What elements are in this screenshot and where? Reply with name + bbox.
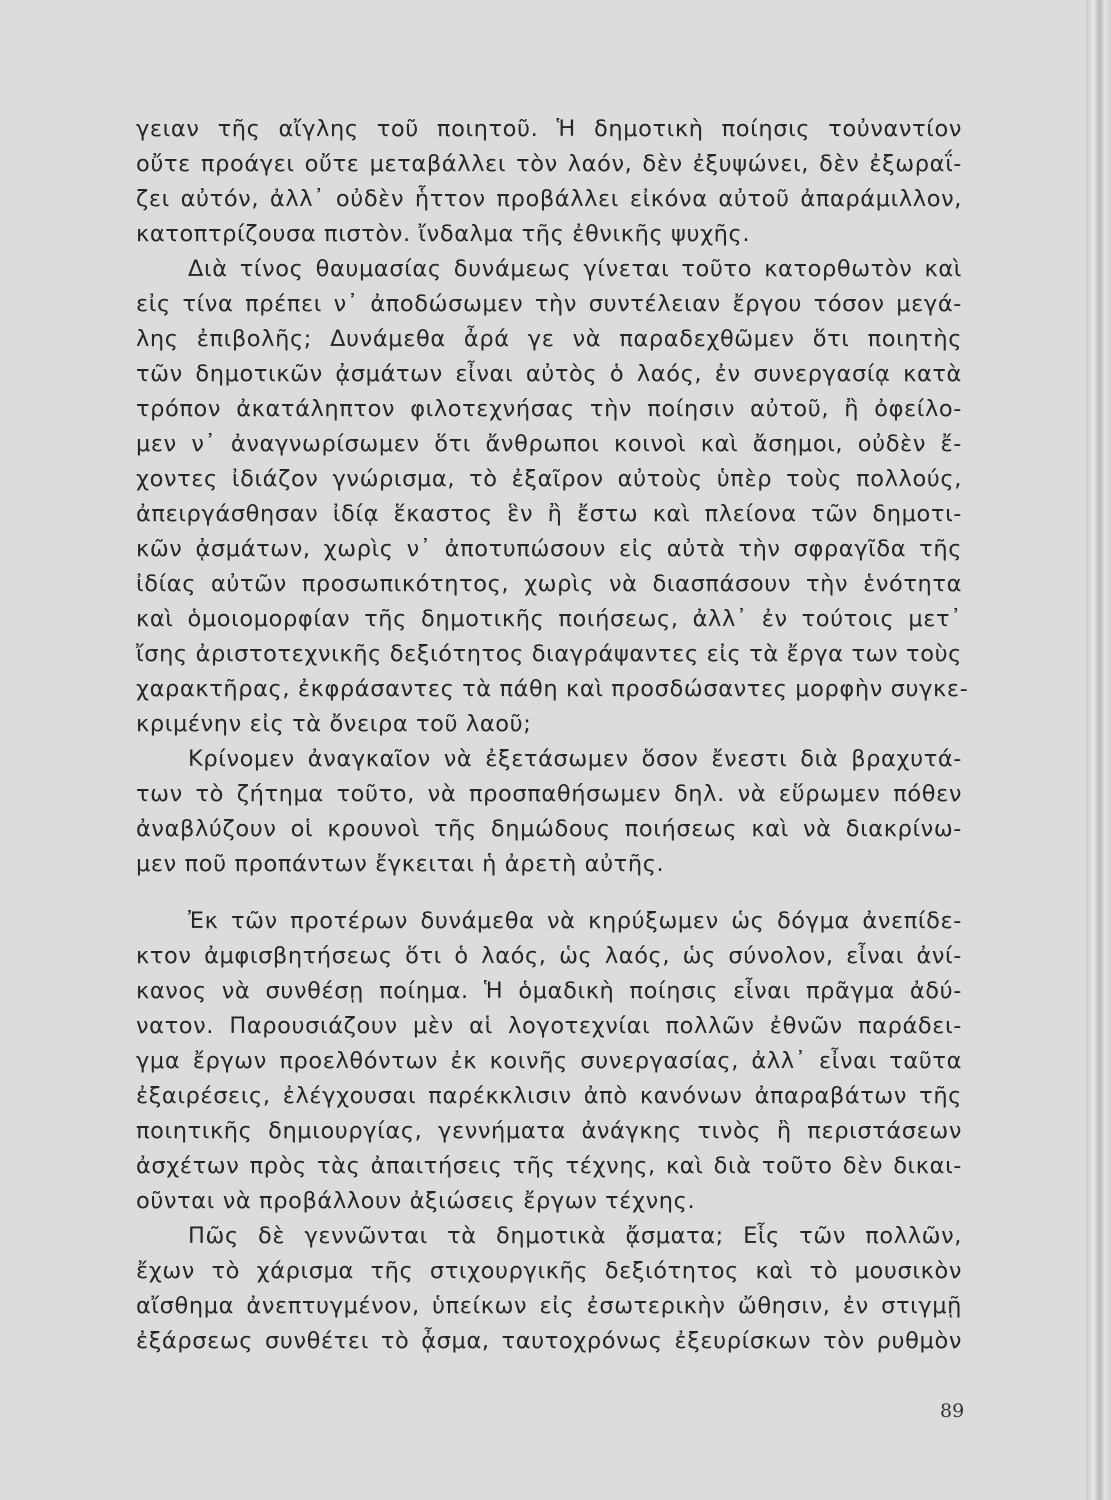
- body-text: [136, 112, 969, 1359]
- paragraph: [136, 252, 969, 742]
- paragraph: [136, 1219, 962, 1359]
- text-line: Διὰ τίνος θαυμασίας δυνάμεως γίνεται τοῦτο κατορθωτὸν καὶ: [188, 256, 962, 282]
- text-line: οῦνται νὰ προβάλλουν ἀξιώσεις ἔργων τέχνης.: [136, 1188, 696, 1214]
- text-line: οὔτε προάγει οὔτε μεταβάλλει τὸν λαόν, δὲν ἐξυψώνει, δὲν ἐξωραΐ-: [136, 151, 962, 177]
- text-line: νατον. Παρουσιάζουν μὲν αἱ λογοτεχνίαι πολλῶν ἐθνῶν παράδει-: [136, 1013, 962, 1039]
- text-line: κατοπτρίζουσα πιστὸν. ἴνδαλμα τῆς ἐθνικῆς ψυχῆς.: [136, 221, 751, 247]
- text-line: Ἐκ τῶν προτέρων δυνάμεθα νὰ κηρύξωμεν ὡς δόγμα ἀνεπίδε-: [188, 908, 962, 934]
- book-page-edge: [1086, 0, 1111, 1500]
- text-line: εἰς τίνα πρέπει ν᾿ ἀποδώσωμεν τὴν συντέλειαν ἔργου τόσον μεγά-: [136, 291, 962, 317]
- text-line: χαρακτῆρας, ἐκφράσαντες τὰ πάθη καὶ προσδώσαντες μορφὴν συγκε-: [136, 676, 969, 702]
- text-line: λης ἐπιβολῆς; Δυνάμεθα ἆρά γε νὰ παραδεχθῶμεν ὅτι ποιητὴς: [136, 326, 962, 352]
- text-line: τῶν δημοτικῶν ᾀσμάτων εἶναι αὐτὸς ὁ λαός, ἐν συνεργασίᾳ κατὰ: [136, 361, 962, 387]
- paragraph: [136, 112, 962, 252]
- text-line: ποιητικῆς δημιουργίας, γεννήματα ἀνάγκης τινὸς ἢ περιστάσεων: [136, 1118, 962, 1144]
- text-line: γμα ἔργων προελθόντων ἐκ κοινῆς συνεργασίας, ἀλλ᾿ εἶναι ταῦτα: [136, 1048, 962, 1074]
- paragraph-gap: [136, 882, 962, 904]
- text-line: ἐξαιρέσεις, ἐλέγχουσαι παρέκκλισιν ἀπὸ κανόνων ἀπαραβάτων τῆς: [136, 1083, 962, 1109]
- text-line: ἀσχέτων πρὸς τὰς ἀπαιτήσεις τῆς τέχνης, καὶ διὰ τοῦτο δὲν δικαι-: [136, 1153, 962, 1179]
- text-line: κριμένην εἰς τὰ ὄνειρα τοῦ λαοῦ;: [136, 711, 532, 737]
- text-line: καὶ ὁμοιομορφίαν τῆς δημοτικῆς ποιήσεως, ἀλλ᾿ ἐν τούτοις μετ᾿: [136, 606, 962, 632]
- text-line: τρόπον ἀκατάληπτον φιλοτεχνήσας τὴν ποίησιν αὐτοῦ, ἢ ὀφείλο-: [136, 396, 962, 422]
- text-line: κῶν ᾀσμάτων, χωρὶς ν᾿ ἀποτυπώσουν εἰς αὐτὰ τὴν σφραγῖδα τῆς: [136, 536, 962, 562]
- text-line: ἰδίας αὐτῶν προσωπικότητος, χωρὶς νὰ διασπάσουν τὴν ἑνότητα: [136, 571, 962, 597]
- text-line: μεν ποῦ προπάντων ἔγκειται ἡ ἀρετὴ αὐτῆς.: [136, 851, 665, 877]
- text-line: ἴσης ἀριστοτεχνικῆς δεξιότητος διαγράψαντες εἰς τὰ ἔργα των τοὺς: [136, 641, 962, 667]
- text-line: μεν ν᾿ ἀναγνωρίσωμεν ὅτι ἄνθρωποι κοινοὶ καὶ ἄσημοι, οὐδὲν ἔ-: [136, 431, 962, 457]
- page-number: 89: [940, 1400, 965, 1422]
- text-line: κανος νὰ συνθέσῃ ποίημα. Ἡ ὁμαδικὴ ποίησις εἶναι πρᾶγμα ἀδύ-: [136, 978, 962, 1004]
- text-line: ζει αὐτόν, ἀλλ᾿ οὐδὲν ἧττον προβάλλει εἰκόνα αὐτοῦ ἀπαράμιλλον,: [136, 186, 962, 212]
- text-line: Κρίνομεν ἀναγκαῖον νὰ ἐξετάσωμεν ὅσον ἔνεστι διὰ βραχυτά-: [188, 746, 962, 772]
- text-line: ἀπειργάσθησαν ἰδίᾳ ἕκαστος ἓν ἢ ἔστω καὶ πλείονα τῶν δημοτι-: [136, 501, 962, 527]
- text-line: ἔχων τὸ χάρισμα τῆς στιχουργικῆς δεξιότητος καὶ τὸ μουσικὸν: [136, 1258, 962, 1284]
- text-line: κτον ἀμφισβητήσεως ὅτι ὁ λαός, ὡς λαός, ὡς σύνολον, εἶναι ἀνί-: [136, 943, 962, 969]
- text-line: των τὸ ζήτημα τοῦτο, νὰ προσπαθήσωμεν δηλ. νὰ εὕρωμεν πόθεν: [136, 781, 962, 807]
- text-line: χοντες ἰδιάζον γνώρισμα, τὸ ἐξαῖρον αὐτοὺς ὑπὲρ τοὺς πολλούς,: [136, 466, 962, 492]
- text-line: Πῶς δὲ γεννῶνται τὰ δημοτικὰ ᾄσματα; Εἷς τῶν πολλῶν,: [188, 1223, 962, 1249]
- text-line: αἴσθημα ἀνεπτυγμένον, ὑπείκων εἰς ἐσωτερικὴν ὤθησιν, ἐν στιγμῇ: [136, 1293, 962, 1319]
- text-line: γειαν τῆς αἴγλης τοῦ ποιητοῦ. Ἡ δημοτικὴ ποίησις τοὐναντίον: [136, 116, 962, 142]
- text-line: ἐξάρσεως συνθέτει τὸ ᾆσμα, ταυτοχρόνως ἐξευρίσκων τὸν ρυθμὸν: [136, 1328, 962, 1354]
- paragraph: [136, 904, 962, 1219]
- paragraph: [136, 742, 962, 882]
- text-line: ἀναβλύζουν οἱ κρουνοὶ τῆς δημώδους ποιήσεως καὶ νὰ διακρίνω-: [136, 816, 962, 842]
